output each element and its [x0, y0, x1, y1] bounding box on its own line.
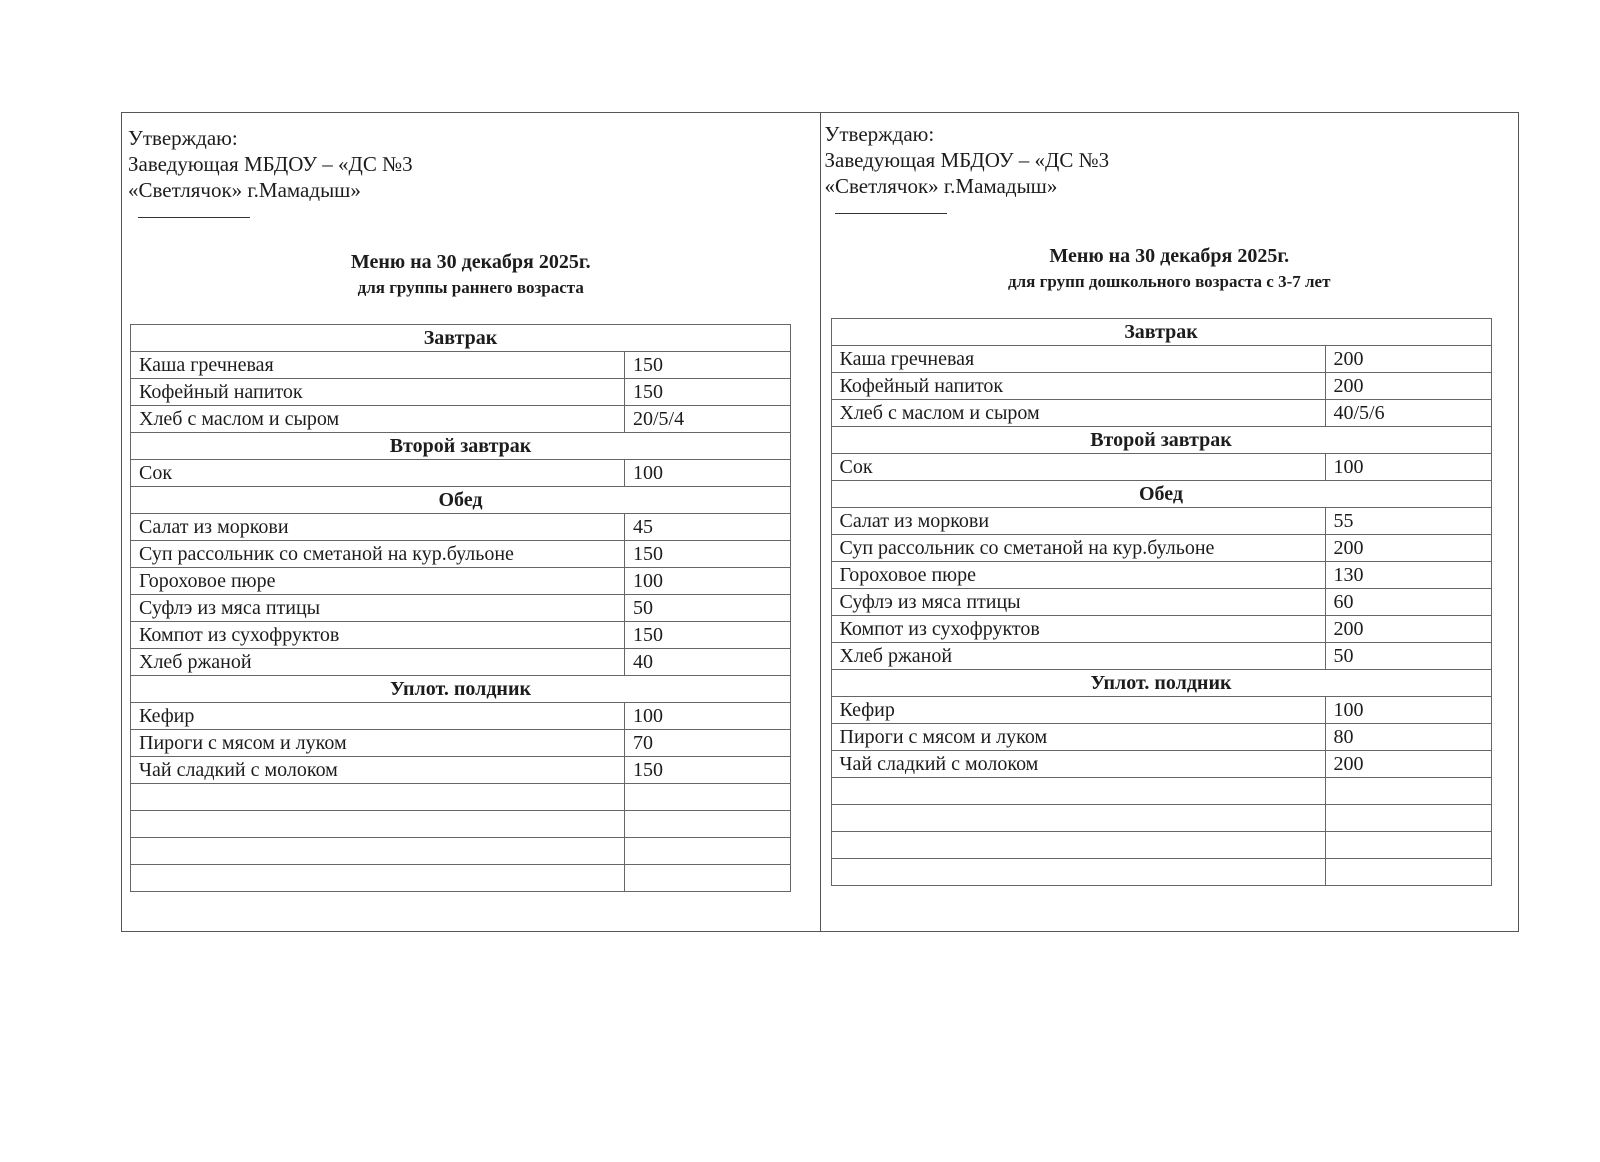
dish-name: Кофейный напиток — [131, 379, 625, 406]
signature-line — [138, 205, 250, 218]
table-row — [131, 568, 791, 595]
panel-early-age — [122, 113, 820, 931]
dish-name: Суфлэ из мяса птицы — [131, 595, 625, 622]
menu-table-body — [131, 325, 791, 892]
menu-table — [130, 324, 791, 892]
table-row — [131, 352, 791, 379]
section-header: Завтрак — [831, 319, 1491, 346]
section-header: Обед — [131, 487, 791, 514]
dish-name: Каша гречневая — [831, 346, 1325, 373]
table-row — [831, 535, 1491, 562]
signature-line — [835, 201, 947, 214]
dish-amount: 100 — [1325, 697, 1491, 724]
menu-title: Меню на 30 декабря 2025г. — [350, 251, 591, 273]
blank-cell — [1325, 805, 1491, 832]
blank-cell — [625, 865, 791, 892]
dish-name: Сок — [831, 454, 1325, 481]
section-header: Второй завтрак — [831, 427, 1491, 454]
dish-amount: 20/5/4 — [625, 406, 791, 433]
dish-amount: 200 — [1325, 373, 1491, 400]
approval-line-1: Утверждаю: — [824, 122, 935, 146]
blank-cell — [831, 805, 1325, 832]
table-row — [831, 562, 1491, 589]
dish-amount: 100 — [625, 703, 791, 730]
blank-row — [131, 811, 791, 838]
blank-row — [831, 805, 1491, 832]
dish-name: Суп рассольник со сметаной на кур.бульоне — [131, 541, 625, 568]
section-header-row — [131, 676, 791, 703]
table-row — [831, 589, 1491, 616]
section-header-row — [131, 433, 791, 460]
blank-cell — [831, 832, 1325, 859]
table-row — [831, 616, 1491, 643]
dish-amount: 200 — [1325, 346, 1491, 373]
dish-name: Гороховое пюре — [131, 568, 625, 595]
dish-amount: 150 — [625, 352, 791, 379]
dish-name: Гороховое пюре — [831, 562, 1325, 589]
blank-row — [831, 778, 1491, 805]
section-header-row — [831, 427, 1491, 454]
table-row — [131, 703, 791, 730]
table-row — [131, 595, 791, 622]
blank-row — [131, 838, 791, 865]
blank-cell — [131, 865, 625, 892]
blank-cell — [831, 778, 1325, 805]
dish-name: Кофейный напиток — [831, 373, 1325, 400]
menu-subtitle: для групп дошкольного возраста с 3-7 лет — [1008, 272, 1331, 291]
dish-amount: 40 — [625, 649, 791, 676]
section-header-row — [831, 670, 1491, 697]
table-row — [831, 724, 1491, 751]
menu-subtitle: для группы раннего возраста — [357, 278, 584, 297]
section-header: Завтрак — [131, 325, 791, 352]
dish-amount: 40/5/6 — [1325, 400, 1491, 427]
blank-cell — [1325, 859, 1491, 886]
table-row — [131, 406, 791, 433]
menu-table — [831, 318, 1492, 886]
table-row — [131, 379, 791, 406]
dish-amount: 70 — [625, 730, 791, 757]
table-row — [131, 541, 791, 568]
menu-title: Меню на 30 декабря 2025г. — [1049, 245, 1290, 267]
dish-name: Хлеб ржаной — [831, 643, 1325, 670]
dish-name: Каша гречневая — [131, 352, 625, 379]
menu-title-block — [821, 245, 1519, 292]
blank-cell — [625, 811, 791, 838]
dish-name: Чай сладкий с молоком — [831, 751, 1325, 778]
dish-name: Хлеб с маслом и сыром — [131, 406, 625, 433]
table-row — [131, 460, 791, 487]
dish-name: Компот из сухофруктов — [831, 616, 1325, 643]
dish-amount: 200 — [1325, 535, 1491, 562]
section-header-row — [831, 319, 1491, 346]
dish-amount: 55 — [1325, 508, 1491, 535]
section-header: Обед — [831, 481, 1491, 508]
dish-name: Пироги с мясом и луком — [831, 724, 1325, 751]
table-row — [831, 400, 1491, 427]
dish-name: Пироги с мясом и луком — [131, 730, 625, 757]
table-row — [131, 649, 791, 676]
table-row — [831, 373, 1491, 400]
blank-row — [131, 865, 791, 892]
panel-preschool — [820, 113, 1519, 931]
menu-title-block — [122, 251, 820, 298]
table-row — [831, 508, 1491, 535]
menu-table-body — [831, 319, 1491, 886]
dish-amount: 80 — [1325, 724, 1491, 751]
section-header-row — [131, 487, 791, 514]
dish-amount: 150 — [625, 757, 791, 784]
dish-name: Суфлэ из мяса птицы — [831, 589, 1325, 616]
blank-cell — [625, 784, 791, 811]
dish-amount: 150 — [625, 541, 791, 568]
dish-amount: 50 — [1325, 643, 1491, 670]
section-header: Уплот. полдник — [131, 676, 791, 703]
table-row — [831, 346, 1491, 373]
dish-name: Кефир — [831, 697, 1325, 724]
dish-amount: 130 — [1325, 562, 1491, 589]
section-header-row — [831, 481, 1491, 508]
dish-name: Суп рассольник со сметаной на кур.бульоне — [831, 535, 1325, 562]
dish-amount: 100 — [625, 568, 791, 595]
section-header: Уплот. полдник — [831, 670, 1491, 697]
blank-cell — [625, 838, 791, 865]
dish-name: Сок — [131, 460, 625, 487]
blank-cell — [131, 838, 625, 865]
dish-amount: 45 — [625, 514, 791, 541]
dish-name: Хлеб с маслом и сыром — [831, 400, 1325, 427]
approval-line-2: Заведующая МБДОУ – «ДС №3 — [128, 152, 413, 176]
menu-sheet — [121, 112, 1519, 932]
table-row — [831, 697, 1491, 724]
table-row — [831, 643, 1491, 670]
section-header-row — [131, 325, 791, 352]
blank-cell — [1325, 778, 1491, 805]
blank-cell — [131, 784, 625, 811]
approval-line-2: Заведующая МБДОУ – «ДС №3 — [824, 148, 1110, 172]
table-row — [131, 730, 791, 757]
blank-row — [131, 784, 791, 811]
dish-amount: 50 — [625, 595, 791, 622]
dish-amount: 150 — [625, 622, 791, 649]
dish-amount: 200 — [1325, 616, 1491, 643]
dish-amount: 200 — [1325, 751, 1491, 778]
section-header: Второй завтрак — [131, 433, 791, 460]
blank-cell — [131, 811, 625, 838]
blank-cell — [1325, 832, 1491, 859]
dish-name: Салат из моркови — [831, 508, 1325, 535]
approval-line-3: «Светлячок» г.Мамадыш» — [128, 178, 361, 202]
approval-block — [825, 121, 1110, 214]
dish-amount: 60 — [1325, 589, 1491, 616]
approval-line-3: «Светлячок» г.Мамадыш» — [824, 174, 1058, 198]
blank-cell — [831, 859, 1325, 886]
dish-name: Салат из моркови — [131, 514, 625, 541]
dish-amount: 150 — [625, 379, 791, 406]
table-row — [831, 454, 1491, 481]
dish-name: Компот из сухофруктов — [131, 622, 625, 649]
dish-name: Хлеб ржаной — [131, 649, 625, 676]
approval-block — [128, 125, 413, 218]
dish-name: Кефир — [131, 703, 625, 730]
dish-amount: 100 — [1325, 454, 1491, 481]
table-row — [131, 514, 791, 541]
blank-row — [831, 832, 1491, 859]
table-row — [831, 751, 1491, 778]
approval-line-1: Утверждаю: — [128, 126, 238, 150]
table-row — [131, 757, 791, 784]
dish-amount: 100 — [625, 460, 791, 487]
dish-name: Чай сладкий с молоком — [131, 757, 625, 784]
table-row — [131, 622, 791, 649]
blank-row — [831, 859, 1491, 886]
